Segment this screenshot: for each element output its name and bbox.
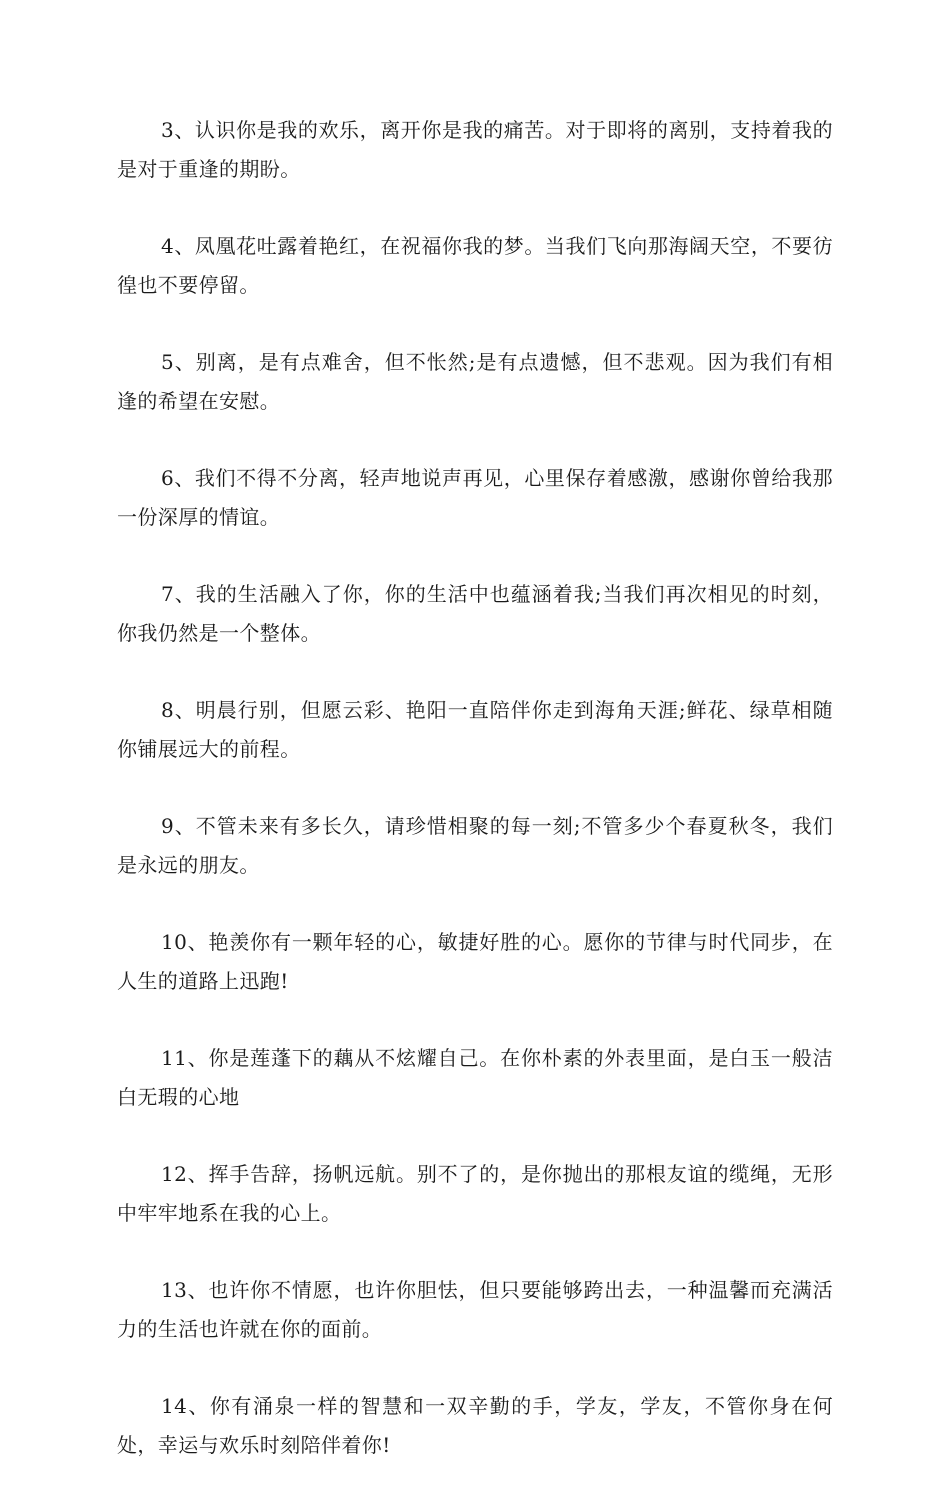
paragraph-10: 10、艳羡你有一颗年轻的心，敏捷好胜的心。愿你的节律与时代同步，在人生的道路上迅跑! (117, 930, 833, 993)
paragraph-3: 3、认识你是我的欢乐，离开你是我的痛苦。对于即将的离别，支持着我的是对于重逢的期盼。 (117, 118, 833, 181)
paragraph-14: 14、你有涌泉一样的智慧和一双辛勤的手，学友，学友，不管你身在何处，幸运与欢乐时刻陪伴着你! (117, 1394, 833, 1457)
paragraph-4: 4、凤凰花吐露着艳红，在祝福你我的梦。当我们飞向那海阔天空，不要彷徨也不要停留。 (117, 234, 833, 297)
document-body (117, 111, 833, 1503)
paragraph-7: 7、我的生活融入了你，你的生活中也蕴涵着我;当我们再次相见的时刻，你我仍然是一个整体。 (117, 582, 833, 645)
paragraph-12: 12、挥手告辞，扬帆远航。别不了的，是你抛出的那根友谊的缆绳，无形中牢牢地系在我的心上。 (117, 1162, 833, 1225)
paragraph-6: 6、我们不得不分离，轻声地说声再见，心里保存着感激，感谢你曾给我那一份深厚的情谊。 (117, 466, 833, 529)
paragraph-5: 5、别离，是有点难舍，但不怅然;是有点遗憾，但不悲观。因为我们有相逢的希望在安慰。 (117, 350, 833, 413)
paragraph-13: 13、也许你不情愿，也许你胆怯，但只要能够跨出去，一种温馨而充满活力的生活也许就在你的面前。 (117, 1278, 833, 1341)
paragraph-9: 9、不管未来有多长久，请珍惜相聚的每一刻;不管多少个春夏秋冬，我们是永远的朋友。 (117, 814, 833, 877)
paragraph-11: 11、你是莲蓬下的藕从不炫耀自己。在你朴素的外表里面，是白玉一般洁白无瑕的心地 (117, 1046, 833, 1109)
paragraph-8: 8、明晨行别，但愿云彩、艳阳一直陪伴你走到海角天涯;鲜花、绿草相随你铺展远大的前程。 (117, 698, 833, 761)
